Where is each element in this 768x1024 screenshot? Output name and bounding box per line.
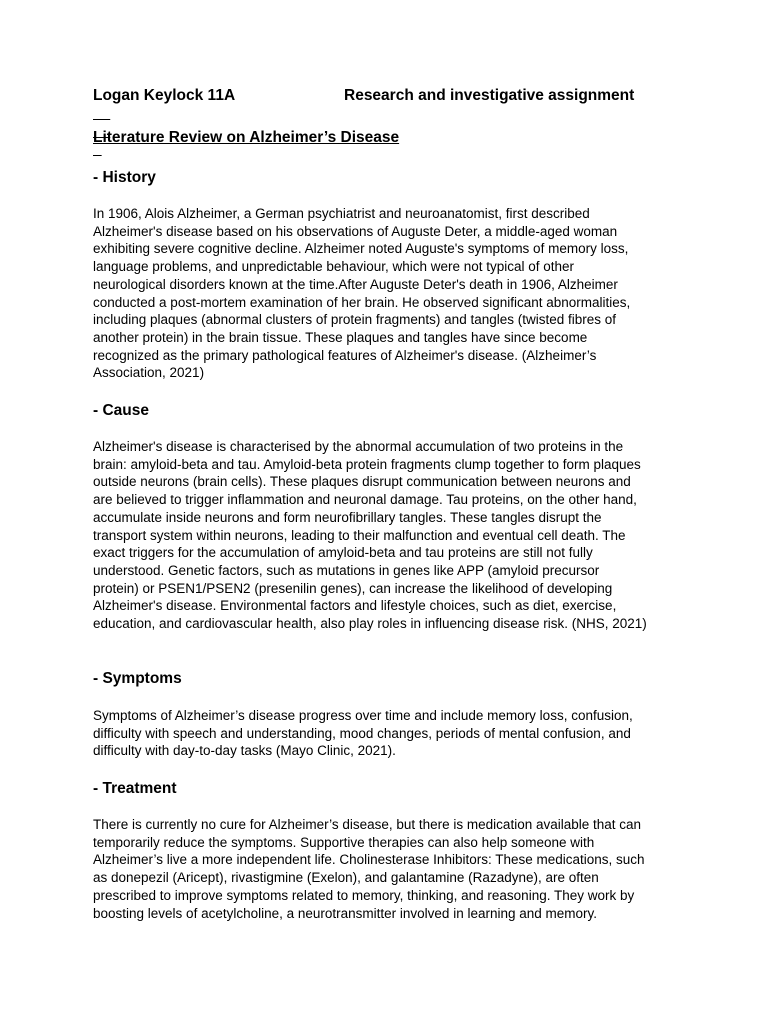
paragraph-line: There is currently no cure for Alzheimer’s disease, but there is medication available that can: [93, 817, 642, 832]
paragraph-line: understood. Genetic factors, such as mutations in genes like APP (amyloid precursor: [93, 562, 600, 578]
paragraph-line: exact triggers for the accumulation of amyloid-beta and tau proteins are still not fully: [93, 545, 593, 561]
paragraph-line: including plaques (abnormal clusters of protein fragments) and tangles (twisted fibres of: [93, 312, 617, 328]
paragraph-line: brain: amyloid-beta and tau. Amyloid-beta protein fragments clump together to form plaques: [93, 456, 641, 472]
document-title: Literature Review on Alzheimer’s Disease: [93, 129, 400, 146]
section-body-treatment: [93, 816, 683, 922]
paragraph-line: In 1906, Alois Alzheimer, a German psychiatrist and neuroanatomist, first described: [93, 206, 590, 221]
paragraph-line: protein) or PSEN1/PSEN2 (presenilin genes), can increase the likelihood of developing: [93, 580, 613, 596]
paragraph-line: conducted a post-mortem examination of her brain. He observed significant abnormalities,: [93, 294, 631, 310]
paragraph-line: difficulty with speech and understanding, mood changes, periods of mental confusion, and: [93, 725, 631, 741]
paragraph-line: as donepezil (Aricept), rivastigmine (Exelon), and galantamine (Razadyne), are often: [93, 870, 599, 886]
paragraph-line: another protein) in the brain tissue. These plaques and tangles have since become: [93, 329, 588, 345]
assignment-title: Research and investigative assignment: [344, 87, 635, 104]
paragraph-line: neurological disorders known at the time.After Auguste Deter's death in 1906, Alzheimer: [93, 276, 618, 292]
paragraph-line: exhibiting severe cognitive decline. Alzheimer noted Auguste's symptoms of memory loss,: [93, 241, 629, 257]
paragraph-line: temporarily reduce the symptoms. Supportive therapies can also help someone with: [93, 834, 595, 850]
paragraph-line: boosting levels of acetylcholine, a neurotransmitter involved in learning and memory.: [93, 905, 598, 921]
paragraph-line: language problems, and unpredictable behaviour, which were not typical of other: [93, 259, 575, 275]
paragraph-line: prescribed to improve symptoms related to memory, thinking, and reasoning. They work by: [93, 887, 635, 903]
document-header: [93, 87, 693, 107]
paragraph-line: Alzheimer's disease is characterised by the abnormal accumulation of two proteins in the: [93, 439, 624, 454]
section-body-history: [93, 205, 683, 382]
paragraph-line: Symptoms of Alzheimer’s disease progress over time and include memory loss, confusion,: [93, 708, 633, 723]
paragraph-line: recognized as the primary pathological features of Alzheimer's disease. (Alzheimer’s: [93, 347, 597, 363]
section-heading-cause: - Cause: [93, 402, 149, 419]
paragraph-line: Association, 2021): [93, 365, 205, 381]
paragraph-line: transport system within neurons, leading to their malfunction and eventual cell death. The: [93, 527, 626, 543]
paragraph-line: Alzheimer's disease based on his observations of Auguste Deter, a middle-aged woman: [93, 223, 618, 239]
section-heading-history: - History: [93, 169, 156, 186]
paragraph-line: education, and cardiovascular health, also play roles in influencing disease risk. (NHS, 2021): [93, 616, 647, 632]
paragraph-line: are believed to trigger inflammation and neuronal damage. Tau proteins, on the other hand,: [93, 492, 637, 508]
paragraph-line: difficulty with day-to-day tasks (Mayo Clinic, 2021).: [93, 743, 396, 759]
section-heading-treatment: - Treatment: [93, 780, 177, 797]
section-body-cause: [93, 438, 683, 633]
author-class-label: Logan Keylock 11A: [93, 87, 236, 104]
paragraph-line: Alzheimer's disease. Environmental factors and lifestyle choices, such as diet, exercise,: [93, 598, 617, 614]
section-heading-symptoms: - Symptoms: [93, 670, 182, 687]
paragraph-line: outside neurons (brain cells). These plaques disrupt communication between neurons and: [93, 474, 631, 490]
paragraph-line: Alzheimer’s live a more independent life. Cholinesterase Inhibitors: These medications, such: [93, 852, 645, 868]
paragraph-line: accumulate inside neurons and form neurofibrillary tangles. These tangles disrupt the: [93, 509, 602, 525]
section-body-symptoms: [93, 707, 683, 760]
